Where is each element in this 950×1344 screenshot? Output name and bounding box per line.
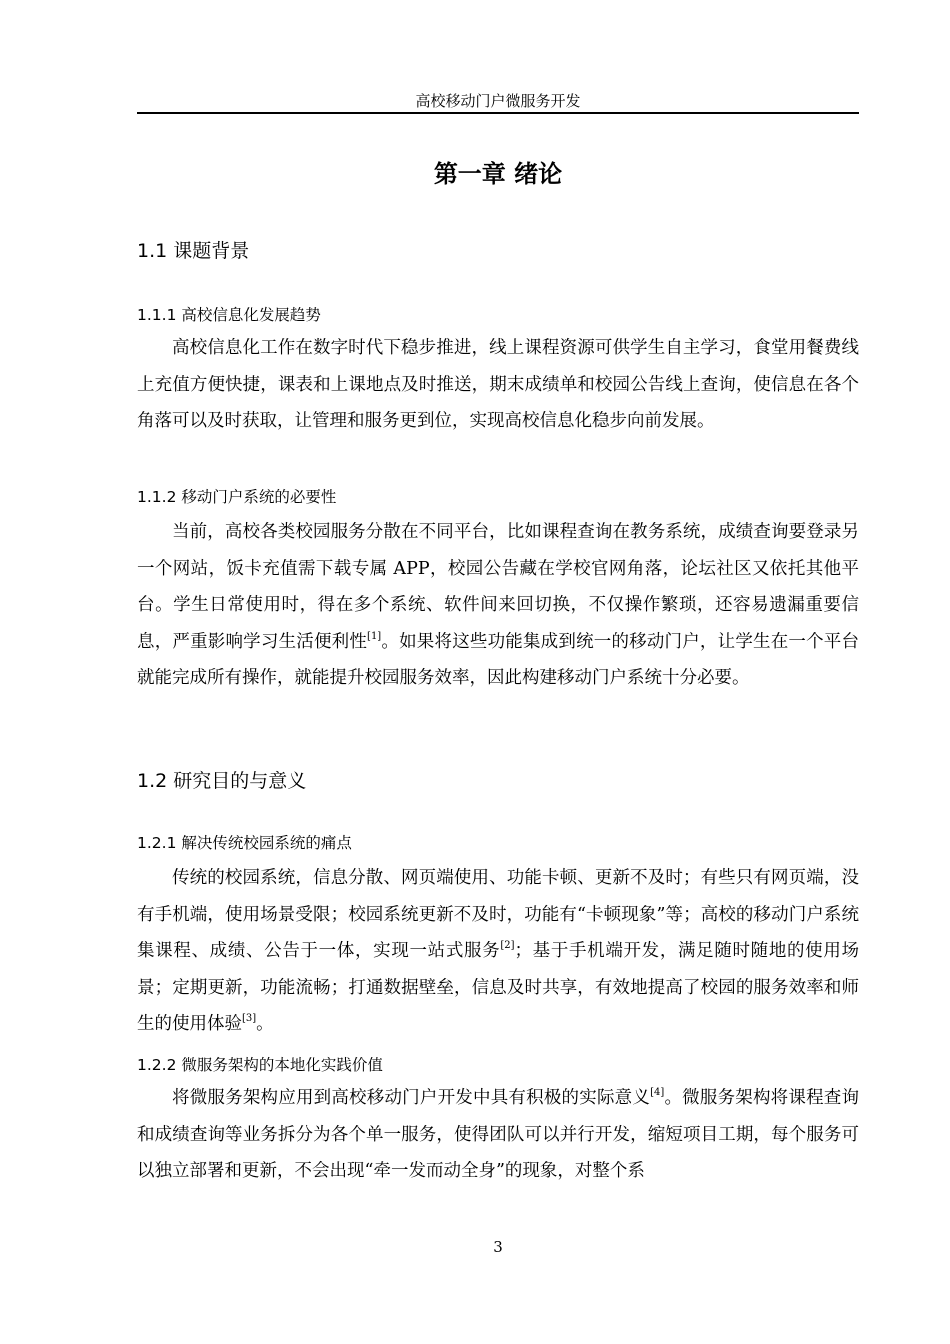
header-rule [137,112,859,114]
chapter-title: 第一章 绪论 [433,160,563,188]
citation-ref: [4] [650,1087,665,1098]
paragraph-1-1-2 [137,514,859,697]
paragraph-text: ；基于手机端开发，满足随时随地的使用场景；定期更新，功能流畅；打通数据壁垒，信息及时共享，有效地提高了校园的服务效率和师生的使用体验 [137,941,860,1034]
paragraph-text: 。微服务架构将课程查询和成绩查询等业务拆分为各个单一服务，使得团队可以并行开发，缩短项目工期，每个服务可以独立部署和更新，不会出现“牵一发而动全身”的现象，对整个系 [137,1088,859,1181]
subsection-heading-1-2-2: 1.2.2 微服务架构的本地化实践价值 [137,1056,383,1074]
subsection-heading-1-1-1: 1.1.1 高校信息化发展趋势 [137,306,321,324]
paragraph-text: 高校信息化工作在数字时代下稳步推进，线上课程资源可供学生自主学习，食堂用餐费线上充值方便快捷，课表和上课地点及时推送，期末成绩单和校园公告线上查询，使信息在各个角落可以及时获取，让管理和服务更到位，实现高校信息化稳步向前发展。 [137,338,859,431]
paragraph-text: 。如果将这些功能集成到统一的移动门户，让学生在一个平台就能完成所有操作，就能提升校园服务效率，因此构建移动门户系统十分必要。 [137,631,860,688]
paragraph-text: 将微服务架构应用到高校移动门户开发中具有积极的实际意义 [172,1088,651,1108]
paragraph-text: 当前，高校各类校园服务分散在不同平台，比如课程查询在教务系统，成绩查询要登录另一个网站，饭卡充值需下载专属 APP，校园公告藏在学校官网角落，论坛社区又依托其他平台。学生日常使用时，得在多个系统、软件间来回切换，不仅操作繁琐，还容易遗漏重要信息，严重影响学习生活便利性 [137,522,859,652]
citation-ref: [1] [367,630,382,642]
paragraph-text: 传统的校园系统，信息分散、网页端使用、功能卡顿、更新不及时；有些只有网页端，没有手机端，使用场景受限；校园系统更新不及时，功能有“卡顿现象”等；高校的移动门户系统集课程、成绩、公告于一体，实现一站式服务 [137,868,859,961]
paragraph-1-2-1 [137,860,859,1043]
page-number: 3 [493,1238,503,1256]
paragraph-1-1-1 [137,330,859,440]
paragraph-text: 。 [256,1014,274,1034]
citation-ref: [3] [242,1013,257,1024]
section-heading-1-2: 1.2 研究目的与意义 [137,770,307,792]
subsection-heading-1-2-1: 1.2.1 解决传统校园系统的痛点 [137,834,352,852]
paragraph-1-2-2 [137,1080,859,1190]
subsection-heading-1-1-2: 1.1.2 移动门户系统的必要性 [137,488,337,506]
running-header: 高校移动门户微服务开发 [415,92,581,110]
citation-ref: [2] [500,940,515,951]
section-heading-1-1: 1.1 课题背景 [137,240,250,262]
